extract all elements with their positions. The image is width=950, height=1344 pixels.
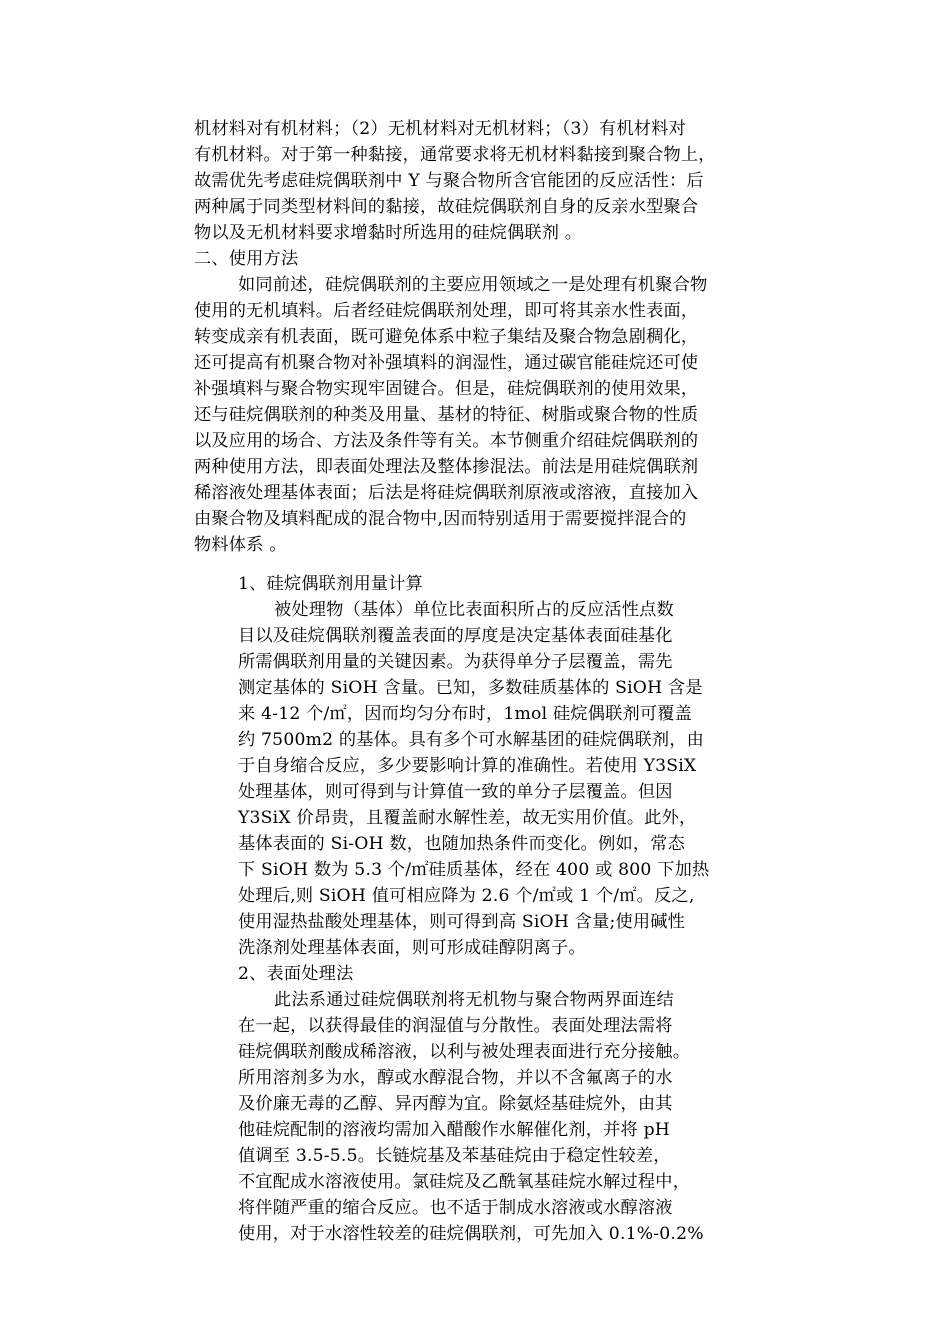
text-line: 两种使用方法，即表面处理法及整体掺混法。前法是用硅烷偶联剂 [194,457,699,477]
text-line: 使用，对于水溶性较差的硅烷偶联剂，可先加入 0.1%-0.2% [238,1224,704,1244]
text-line: 来 4-12 个/㎡，因而均匀分布时，1mol 硅烷偶联剂可覆盖 [238,704,693,724]
text-line: 目以及硅烷偶联剂覆盖表面的厚度是决定基体表面硅基化 [238,626,673,646]
text-line: 以及应用的场合、方法及条件等有关。本节侧重介绍硅烷偶联剂的 [194,431,699,451]
text-line: 使用的无机填料。后者经硅烷偶联剂处理，即可将其亲水性表面， [194,301,699,321]
text-line: 还可提高有机聚合物对补强填料的润湿性，通过碳官能硅烷还可使 [194,353,699,373]
text-line: 还与硅烷偶联剂的种类及用量、基材的特征、树脂或聚合物的性质 [194,405,699,425]
text-line: 不宜配成水溶液使用。氯硅烷及乙酰氧基硅烷水解过程中， [238,1172,691,1192]
text-line: 测定基体的 SiOH 含量。已知，多数硅质基体的 SiOH 含是 [238,678,703,698]
text-line: 在一起，以获得最佳的润湿值与分散性。表面处理法需将 [238,1016,673,1036]
text-line: 机材料对有机材料；（2）无机材料对无机材料；（3）有机材料对 [194,119,686,139]
text-line: 洗涤剂处理基体表面，则可形成硅醇阴离子。 [238,938,586,958]
text-line: 及价廉无毒的乙醇、异丙醇为宜。除氨烃基硅烷外，由其 [238,1094,673,1114]
text-line: 下 SiOH 数为 5.3 个/㎡硅质基体，经在 400 或 800 下加热 [238,860,710,880]
text-line: 将伴随严重的缩合反应。也不适于制成水溶液或水醇溶液 [238,1198,673,1218]
text-line: 此法系通过硅烷偶联剂将无机物与聚合物两界面连结 [274,990,674,1010]
text-line: 有机材料。对于第一种黏接，通常要求将无机材料黏接到聚合物上， [194,145,716,165]
text-line: 值调至 3.5-5.5。长链烷基及苯基硅烷由于稳定性较差， [238,1146,671,1166]
text-line: 转变成亲有机表面，既可避免体系中粒子集结及聚合物急剧稠化， [194,327,699,347]
text-line: 硅烷偶联剂酸成稀溶液，以利与被处理表面进行充分接触。 [238,1042,691,1062]
text-line: 被处理物（基体）单位比表面积所占的反应活性点数 [274,600,674,620]
text-line: 稀溶液处理基体表面；后法是将硅烷偶联剂原液或溶液，直接加入 [194,483,699,503]
text-line: 他硅烷配制的溶液均需加入醋酸作水解催化剂，并将 pH [238,1120,670,1140]
text-line: 所用溶剂多为水，醇或水醇混合物，并以不含氟离子的水 [238,1068,673,1088]
text-line: 物料体系 。 [194,535,287,555]
text-line: Y3SiX 价昂贵，且覆盖耐水解性差，故无实用价值。此外， [238,808,697,828]
text-line: 故需优先考虑硅烷偶联剂中 Y 与聚合物所含官能团的反应活性：后 [194,171,704,191]
text-line: 基体表面的 Si-OH 数，也随加热条件而变化。例如，常态 [238,834,686,854]
text-line: 如同前述，硅烷偶联剂的主要应用领域之一是处理有机聚合物 [238,275,708,295]
text-line: 物以及无机材料要求增黏时所选用的硅烷偶联剂 。 [194,223,583,243]
text-line: 于自身缩合反应，多少要影响计算的准确性。若使用 Y3SiX [238,756,697,776]
section-heading: 二、使用方法 [194,249,299,269]
text-line: 使用湿热盐酸处理基体，则可得到高 SiOH 含量;使用碱性 [238,912,685,932]
text-line: 补强填料与聚合物实现牢固键合。但是，硅烷偶联剂的使用效果， [194,379,699,399]
subsection-heading: 1、硅烷偶联剂用量计算 [238,574,424,594]
text-line: 所需偶联剂用量的关键因素。为获得单分子层覆盖，需先 [238,652,673,672]
subsection-heading: 2、表面处理法 [238,964,354,984]
text-line: 由聚合物及填料配成的混合物中,因而特别适用于需要搅拌混合的 [194,509,687,529]
text-line: 两种属于同类型材料间的黏接，故硅烷偶联剂自身的反亲水型聚合 [194,197,699,217]
text-line: 处理基体，则可得到与计算值一致的单分子层覆盖。但因 [238,782,673,802]
text-line: 约 7500m2 的基体。具有多个可水解基团的硅烷偶联剂，由 [238,730,705,750]
text-line: 处理后,则 SiOH 值可相应降为 2.6 个/㎡或 1 个/㎡。反之, [238,886,695,906]
